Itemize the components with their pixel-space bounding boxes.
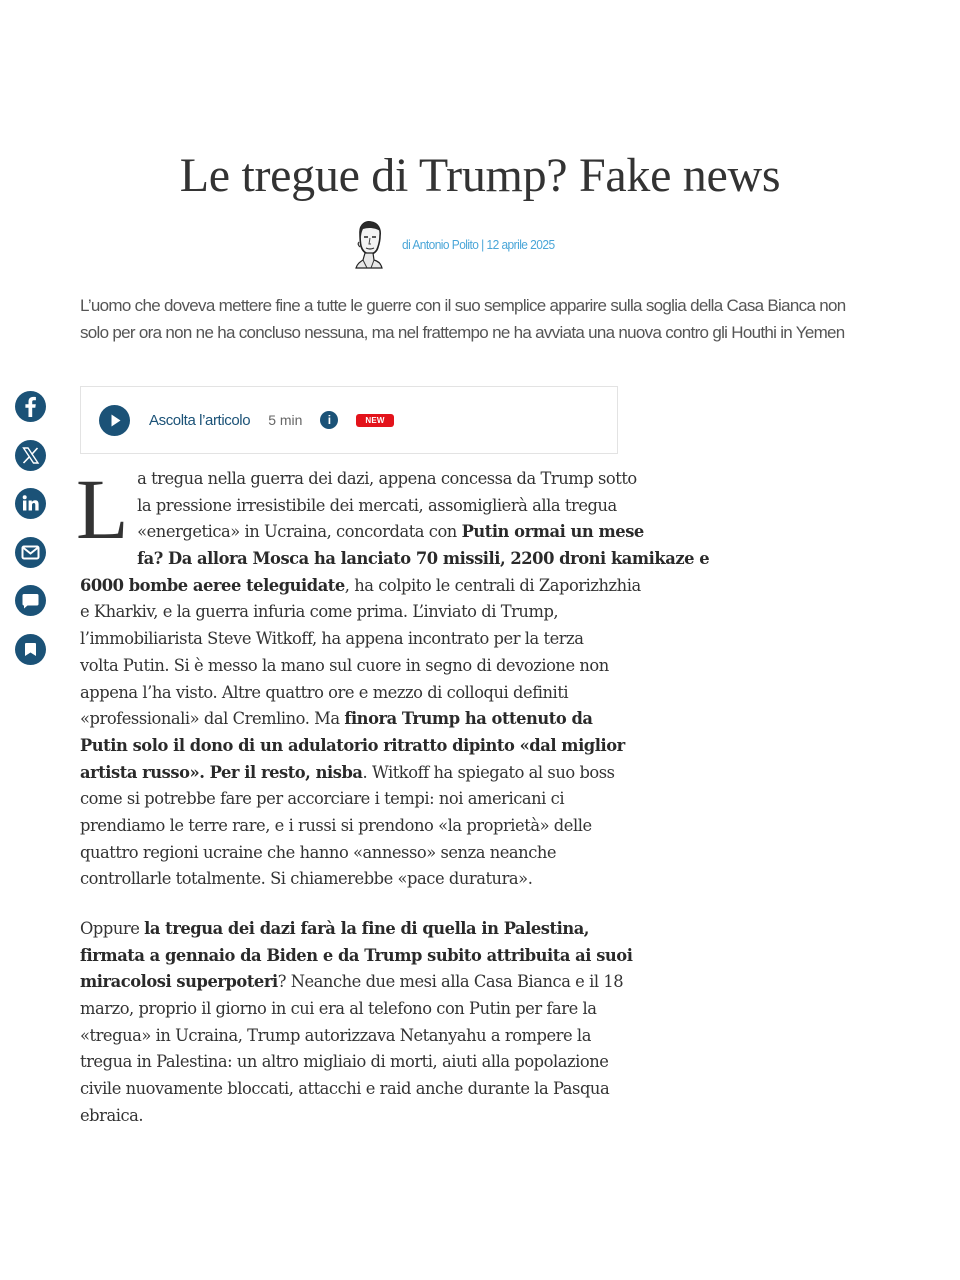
text-run: e Kharkiv, e la guerra infuria come prima. L’inviato di Trump, [80, 602, 559, 622]
bold-text: firmata a gennaio da Biden e da Trump subito attribuita ai suoi [80, 945, 633, 965]
text-run: quattro regioni ucraine che hanno «annesso» senza neanche [80, 842, 557, 862]
mail-icon [15, 537, 46, 568]
text-line [80, 706, 620, 733]
byline [350, 220, 568, 268]
summary-line: L’uomo che doveva mettere fine a tutte le guerre con il suo semplice apparire sulla soglia della Casa Bianca non [80, 296, 846, 315]
article-paragraph-2 [80, 916, 633, 1130]
text-line [80, 573, 641, 600]
text-run: volta Putin. Si è messo la mano sul cuore in segno di devozione non [80, 655, 609, 675]
author-avatar[interactable] [350, 220, 388, 268]
bold-text: Putin ormai un mese [461, 522, 644, 542]
text-run: civile nuovamente bloccati, attacchi e raid anche durante la Pasqua [80, 1079, 610, 1099]
text-run: a tregua nella guerra dei dazi, appena concessa da Trump sotto [137, 469, 637, 488]
text-line [80, 493, 620, 520]
author-portrait-icon [350, 220, 388, 268]
paragraph-lines [80, 466, 710, 893]
x-icon [15, 440, 46, 471]
text-run: «energetica» in Ucraina, concordata con [137, 522, 462, 542]
paragraph-lines [80, 916, 633, 1130]
bold-text: finora Trump ha ottenuto da [344, 709, 593, 729]
text-run: «professionali» dal Cremlino. Ma [80, 709, 345, 729]
article-body [76, 461, 710, 1153]
text-line [80, 840, 620, 867]
share-x-button[interactable] [15, 440, 46, 471]
byline-author-date[interactable]: di Antonio Polito | 12 aprile 2025 [402, 236, 555, 252]
text-line [80, 1049, 620, 1076]
text-line [80, 1023, 620, 1050]
share-linkedin-button[interactable] [15, 488, 46, 519]
text-line [80, 626, 620, 653]
new-badge: NEW [356, 414, 393, 427]
text-line [80, 680, 620, 707]
text-line [80, 653, 620, 680]
text-line [80, 546, 710, 573]
text-run: Oppure [80, 919, 145, 938]
text-line [80, 916, 620, 943]
article-summary [80, 292, 880, 346]
text-run: . Witkoff ha spiegato al suo boss [362, 762, 615, 782]
facebook-icon [15, 391, 46, 422]
bookmark-icon [15, 634, 46, 665]
article-paragraph-1 [76, 461, 710, 893]
text-line [80, 786, 620, 813]
audio-player [80, 386, 618, 454]
text-line [80, 813, 620, 840]
text-line [80, 519, 644, 546]
bold-text: la tregua dei dazi farà la fine di quella in Palestina, [144, 919, 590, 938]
text-line [80, 466, 637, 493]
share-bar [15, 391, 49, 665]
linkedin-icon [15, 488, 46, 519]
play-button[interactable] [99, 405, 130, 436]
text-run: prendiamo le terre rare, e i russi si prendono «la proprietà» delle [80, 815, 592, 835]
share-facebook-button[interactable] [15, 391, 46, 422]
text-line [80, 733, 625, 760]
comments-button[interactable] [15, 585, 46, 616]
text-line [80, 1103, 620, 1130]
text-run: marzo, proprio il giorno in cui era al telefono con Putin per fare la [80, 999, 597, 1019]
text-line [80, 599, 620, 626]
bold-text: 6000 bombe aeree teleguidate [80, 575, 345, 595]
text-run: appena l’ha visto. Altre quattro ore e mezzo di colloqui definiti [80, 682, 569, 702]
text-run: , ha colpito le centrali di Zaporizhzhia [344, 575, 641, 595]
bold-text: Putin solo il dono di un adulatorio ritratto dipinto «dal miglior [80, 735, 625, 755]
text-run: controllarle totalmente. Si chiamerebbe «pace duratura». [80, 869, 533, 889]
text-run: la pressione irresistibile dei mercati, assomiglierà alla tregua [137, 495, 617, 515]
text-run: tregua in Palestina: un altro migliaio di morti, aiuti alla popolazione [80, 1052, 609, 1072]
article-headline: Le tregue di Trump? Fake news [179, 149, 781, 202]
bold-text: fa? Da allora Mosca ha lanciato 70 missili, 2200 droni kamikaze e [137, 549, 710, 569]
text-line [80, 1076, 620, 1103]
bold-text: artista russo». Per il resto, nisba [80, 762, 363, 782]
listen-article-label[interactable]: Ascolta l’articolo [149, 411, 251, 429]
text-run: come si potrebbe fare per accorciare i tempi: noi americani ci [80, 789, 565, 809]
text-line [80, 996, 620, 1023]
drop-cap: L [76, 461, 129, 557]
audio-duration: 5 min [268, 412, 303, 428]
bold-text: miracolosi superpoteri [80, 972, 278, 992]
share-email-button[interactable] [15, 537, 46, 568]
comment-icon [15, 585, 46, 616]
info-icon[interactable]: i [320, 411, 338, 429]
text-line [80, 943, 633, 970]
text-line [80, 969, 624, 996]
text-line [80, 866, 620, 893]
text-run: ebraica. [80, 1105, 144, 1125]
text-run: «tregua» in Ucraina, Trump autorizzava Netanyahu a rompere la [80, 1025, 591, 1045]
play-icon [99, 405, 130, 436]
text-run: ? Neanche due mesi alla Casa Bianca e il 18 [277, 972, 624, 992]
text-run: l’immobiliarista Steve Witkoff, ha appena incontrato per la terza [80, 629, 584, 649]
bookmark-button[interactable] [15, 634, 46, 665]
summary-line: solo per ora non ne ha concluso nessuna, ma nel frattempo ne ha avviata una nuova contro gli Houthi in Yemen [80, 323, 845, 342]
text-line [80, 760, 620, 787]
